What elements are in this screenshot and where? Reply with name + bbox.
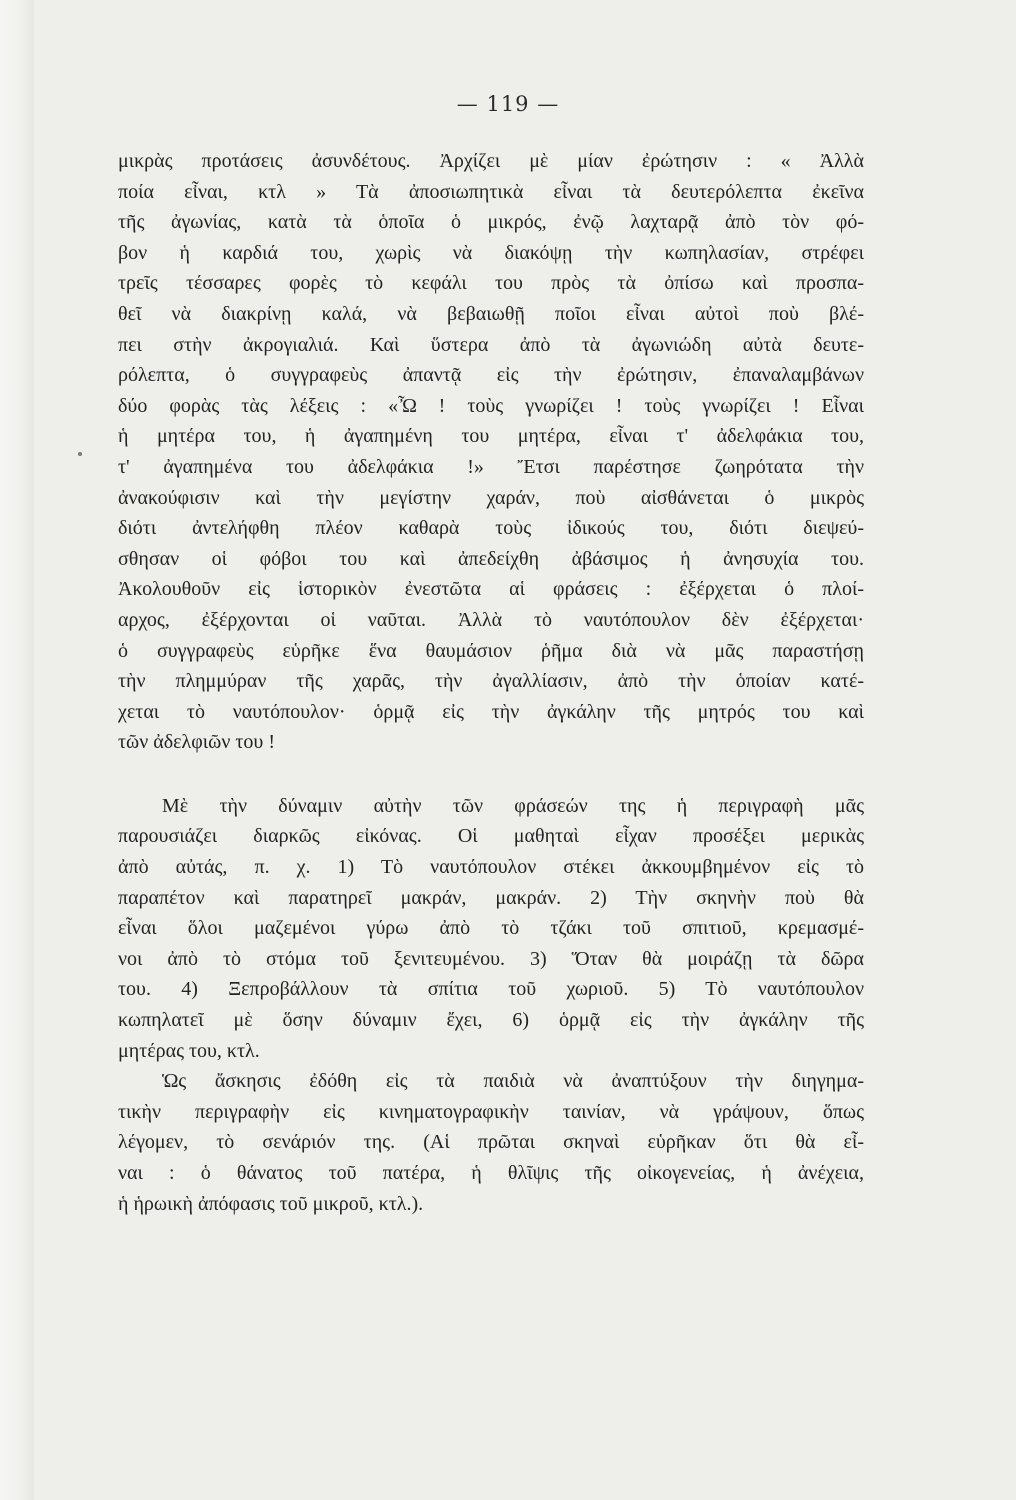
text-line: ὁ συγγραφεὺς εὑρῆκε ἕνα θαυμάσιον ῥῆμα διὰ νὰ μᾶς παραστήσῃ (118, 639, 864, 662)
text-line: βον ἡ καρδιά του, χωρὶς νὰ διακόψῃ τὴν κωπηλασίαν, στρέφει (118, 241, 864, 264)
text-line: παραπέτον καὶ παρατηρεῖ μακράν, μακράν. 2) Τὴν σκηνὴν ποὺ θὰ (118, 886, 864, 909)
text-line: ἀπὸ αὐτάς, π. χ. 1) Τὸ ναυτόπουλον στέκει ἀκκουμβημένον εἰς τὸ (118, 856, 864, 879)
text-line: ρόλεπτα, ὁ συγγραφεὺς ἀπαντᾷ εἰς τὴν ἐρώτησιν, ἐπαναλαμβάνων (118, 364, 864, 387)
text-line: του. 4) Ξεπροβάλλουν τὰ σπίτια τοῦ χωριοῦ. 5) Τὸ ναυτόπουλον (118, 978, 864, 1001)
text-line: ἡ ἡρωικὴ ἀπόφασις τοῦ μικροῦ, κτλ.). (118, 1192, 424, 1215)
binding-edge (0, 0, 34, 1500)
text-line: παρουσιάζει διαρκῶς εἰκόνας. Οἱ μαθηταὶ εἶχαν προσέξει μερικὰς (118, 825, 864, 848)
paragraph-gap (118, 758, 864, 791)
text-line: Ἀκολουθοῦν εἰς ἱστορικὸν ἐνεστῶτα αἱ φράσεις : ἐξέρχεται ὁ πλοί- (118, 578, 864, 601)
body-text (118, 146, 864, 1219)
text-line: αρχος, ἐξέρχονται οἱ ναῦται. Ἀλλὰ τὸ ναυτόπουλον δὲν ἐξέρχεται· (118, 608, 864, 631)
text-line: τῆς ἀγωνίας, κατὰ τὰ ὁποῖα ὁ μικρός, ἐνῷ λαχταρᾷ ἀπὸ τὸν φό- (118, 211, 864, 234)
text-line: μητέρας του, κτλ. (118, 1039, 260, 1062)
text-line: ναι : ὁ θάνατος τοῦ πατέρα, ἡ θλῖψις τῆς οἰκογενείας, ἡ ἀνέχεια, (118, 1162, 864, 1184)
text-line: τὴν πλημμύραν τῆς χαρᾶς, τὴν ἀγαλλίασιν, ἀπὸ τὴν ὁποίαν κατέ- (118, 670, 864, 693)
text-line: μικρὰς προτάσεις ἀσυνδέτους. Ἀρχίζει μὲ μίαν ἐρώτησιν : « Ἀλλὰ (118, 150, 864, 172)
text-line: διότι ἀντελήφθη πλέον καθαρὰ τοὺς ἰδικούς του, διότι διεψεύ- (118, 517, 864, 540)
text-line: Ὡς ἄσκησις ἐδόθη εἰς τὰ παιδιὰ νὰ ἀναπτύξουν τὴν διηγημα- (162, 1070, 864, 1093)
ink-speck (78, 452, 82, 456)
text-line: εἶναι ὅλοι μαζεμένοι γύρω ἀπὸ τὸ τζάκι τοῦ σπιτιοῦ, κρεμασμέ- (118, 917, 864, 940)
text-line: νοι ἀπὸ τὸ στόμα τοῦ ξενιτευμένου. 3) Ὅταν θὰ μοιράζῃ τὰ δῶρα (118, 947, 864, 970)
text-line: ποία εἶναι, κτλ » Τὰ ἀποσιωπητικὰ εἶναι τὰ δευτερόλεπτα ἐκεῖνα (118, 180, 864, 203)
text-line: λέγομεν, τὸ σενάριόν της. (Αἱ πρῶται σκηναὶ εὑρῆκαν ὅτι θὰ εἶ- (118, 1131, 864, 1154)
text-line: ἡ μητέρα του, ἡ ἀγαπημένη του μητέρα, εἶναι τ' ἀδελφάκια του, (118, 425, 864, 448)
text-line: τικὴν περιγραφὴν εἰς κινηματογραφικὴν ταινίαν, νὰ γράψουν, ὅπως (118, 1100, 864, 1123)
text-line: πει στὴν ἀκρογιαλιά. Καὶ ὕστερα ἀπὸ τὰ ἀγωνιώδη αὐτὰ δευτε- (118, 333, 864, 356)
text-line: κωπηλατεῖ μὲ ὅσην δύναμιν ἔχει, 6) ὁρμᾷ εἰς τὴν ἀγκάλην τῆς (118, 1009, 864, 1032)
paragraph-3 (118, 1066, 864, 1219)
text-line: τῶν ἀδελφιῶν του ! (118, 731, 275, 754)
page-number: — 119 — (456, 92, 560, 116)
paragraph-2 (118, 791, 864, 1066)
text-line: δύο φορὰς τὰς λέξεις : «Ὦ ! τοὺς γνωρίζει ! τοὺς γνωρίζει ! Εἶναι (118, 394, 864, 417)
text-line: χεται τὸ ναυτόπουλον· ὁρμᾷ εἰς τὴν ἀγκάλην τῆς μητρός του καὶ (118, 700, 864, 723)
text-line: Μὲ τὴν δύναμιν αὐτὴν τῶν φράσεών της ἡ περιγραφὴ μᾶς (162, 794, 864, 817)
text-line: τρεῖς τέσσαρες φορὲς τὸ κεφάλι του πρὸς τὰ ὀπίσω καὶ προσπα- (118, 272, 864, 295)
text-line: ἀνακούφισιν καὶ τὴν μεγίστην χαράν, ποὺ αἰσθάνεται ὁ μικρὸς (118, 486, 864, 509)
text-line: σθησαν οἱ φόβοι του καὶ ἀπεδείχθη ἀβάσιμος ἡ ἀνησυχία του. (118, 547, 864, 570)
text-line: τ' ἀγαπημένα του ἀδελφάκια !» Ἔτσι παρέστησε ζωηρότατα τὴν (118, 455, 864, 478)
paragraph-1 (118, 146, 864, 758)
text-line: θεῖ νὰ διακρίνῃ καλά, νὰ βεβαιωθῇ ποῖοι εἶναι αὐτοὶ ποὺ βλέ- (118, 302, 864, 325)
